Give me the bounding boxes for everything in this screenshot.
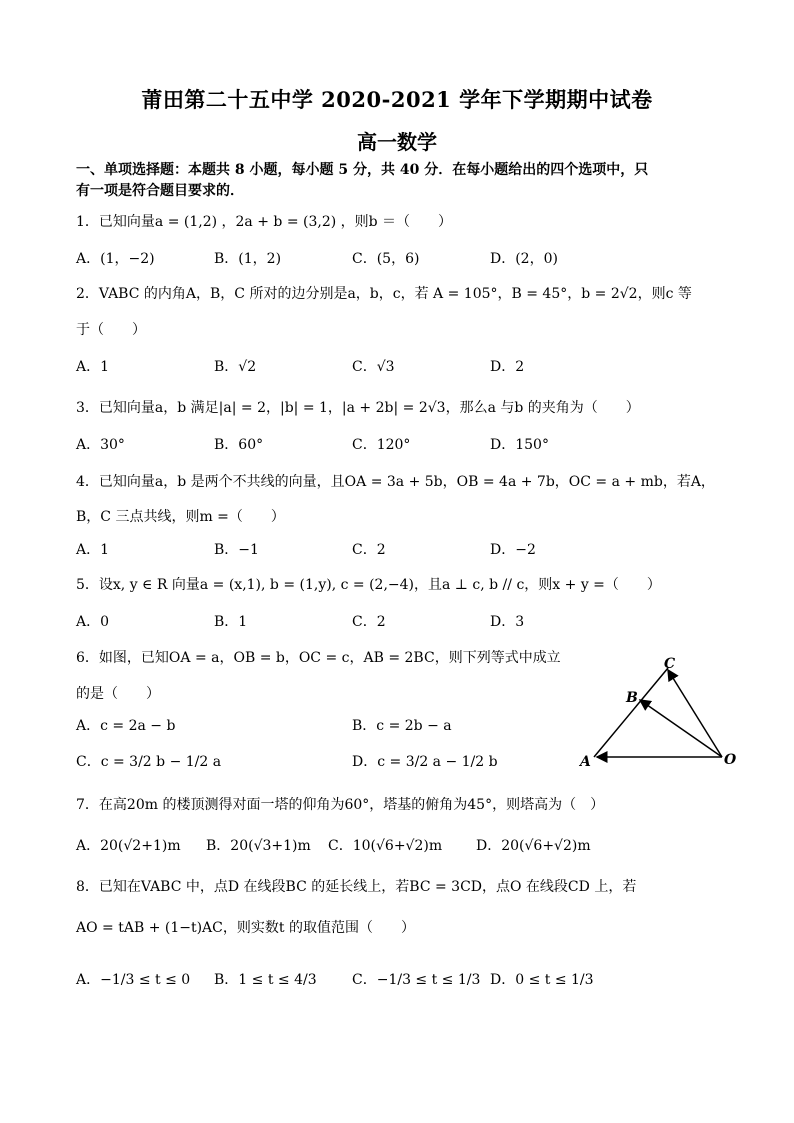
question-5-text: 5．设x, y ∈ R 向量a = (x,1), b = (1,y), c = (2,−4)，且a ⊥ c, b // c，则x + y =（ ） (76, 577, 661, 593)
q6-option-b: B．c = 2b − a (352, 718, 452, 734)
q4-option-d: D．−2 (490, 542, 536, 558)
q5-option-a: A．0 (76, 614, 110, 630)
q1-option-c: C．(5，6) (352, 251, 420, 267)
question-1-text: 1．已知向量a = (1,2) ，2a + b = (3,2) ，则b ＝（ ） (76, 214, 453, 230)
page-subtitle: 高一数学 (357, 130, 437, 154)
q6-option-d: D．c = 3/2 a − 1/2 b (352, 754, 498, 770)
q7-option-a: A．20(√2+1)m (76, 838, 181, 854)
q3-option-c: C．120° (352, 437, 411, 453)
label-c: C (664, 656, 676, 672)
q2-option-a: A．1 (76, 359, 110, 375)
q2-option-d: D．2 (490, 359, 525, 375)
q6-option-c: C．c = 3/2 b − 1/2 a (76, 754, 222, 770)
vector-oc (668, 670, 722, 757)
q7-option-d: D．20(√6+√2)m (476, 838, 591, 854)
q2-option-c: C．√3 (352, 359, 395, 375)
question-7-text: 7．在高20m 的楼顶测得对面一塔的仰角为60°，塔基的俯角为45°，则塔高为（ ） (76, 797, 605, 813)
q8-option-a: A．−1/3 ≤ t ≤ 0 (76, 972, 191, 988)
question-2-line1: 2．VABC 的内角A，B，C 所对的边分别是a，b，c，若 A = 105°，B = 45°，b = 2√2，则c 等 (76, 286, 692, 302)
section-heading-line1: 一、单项选择题：本题共 8 小题，每小题 5 分，共 40 分．在每小题给出的四个选项中，只 (76, 162, 649, 178)
q1-option-a: A．(1，−2) (76, 251, 155, 267)
q8-option-d: D．0 ≤ t ≤ 1/3 (490, 972, 594, 988)
q5-option-b: B．1 (214, 614, 248, 630)
section-heading-line2: 有一项是符合题目要求的． (76, 183, 244, 199)
q3-option-a: A．30° (76, 437, 125, 453)
q7-option-b: B．20(√3+1)m (206, 838, 311, 854)
q5-option-d: D．3 (490, 614, 525, 630)
q3-option-b: B．60° (214, 437, 264, 453)
q6-option-a: A．c = 2a − b (76, 718, 176, 734)
label-o: O (724, 752, 737, 768)
q3-option-d: D．150° (490, 437, 549, 453)
question-6-line2: 的是（ ） (76, 686, 160, 702)
question-4-line1: 4．已知向量a，b 是两个不共线的向量，且OA = 3a + 5b，OB = 4a + 7b，OC = a + mb，若A， (76, 474, 715, 490)
question-8-line1: 8．已知在VABC 中，点D 在线段BC 的延长线上，若BC = 3CD，点O 在线段CD 上，若 (76, 879, 637, 895)
q1-option-b: B．(1，2) (214, 251, 282, 267)
q1-option-d: D．(2，0) (490, 251, 558, 267)
q8-option-c: C．−1/3 ≤ t ≤ 1/3 (352, 972, 481, 988)
question-2-line2: 于（ ） (76, 322, 146, 338)
q4-option-c: C．2 (352, 542, 386, 558)
question-6-line1: 6．如图，已知OA = a，OB = b，OC = c，AB = 2BC，则下列等式中成立 (76, 650, 561, 666)
page-title: 莆田第二十五中学 2020-2021 学年下学期期中试卷 (141, 87, 653, 112)
label-b: B (626, 690, 638, 706)
q7-option-c: C．10(√6+√2)m (328, 838, 443, 854)
q5-option-c: C．2 (352, 614, 386, 630)
vector-triangle-figure (572, 650, 742, 780)
label-a: A (580, 754, 591, 770)
q4-option-a: A．1 (76, 542, 110, 558)
q4-option-b: B．−1 (214, 542, 259, 558)
vector-ob (640, 700, 722, 757)
question-8-line2: AO = tAB + (1−t)AC，则实数t 的取值范围（ ） (76, 920, 415, 936)
q8-option-b: B．1 ≤ t ≤ 4/3 (214, 972, 317, 988)
question-3-text: 3．已知向量a，b 满足|a| = 2，|b| = 1，|a + 2b| = 2√3，那么a 与b 的夹角为（ ） (76, 400, 640, 416)
q2-option-b: B．√2 (214, 359, 257, 375)
question-4-line2: B，C 三点共线，则m =（ ） (76, 509, 285, 525)
